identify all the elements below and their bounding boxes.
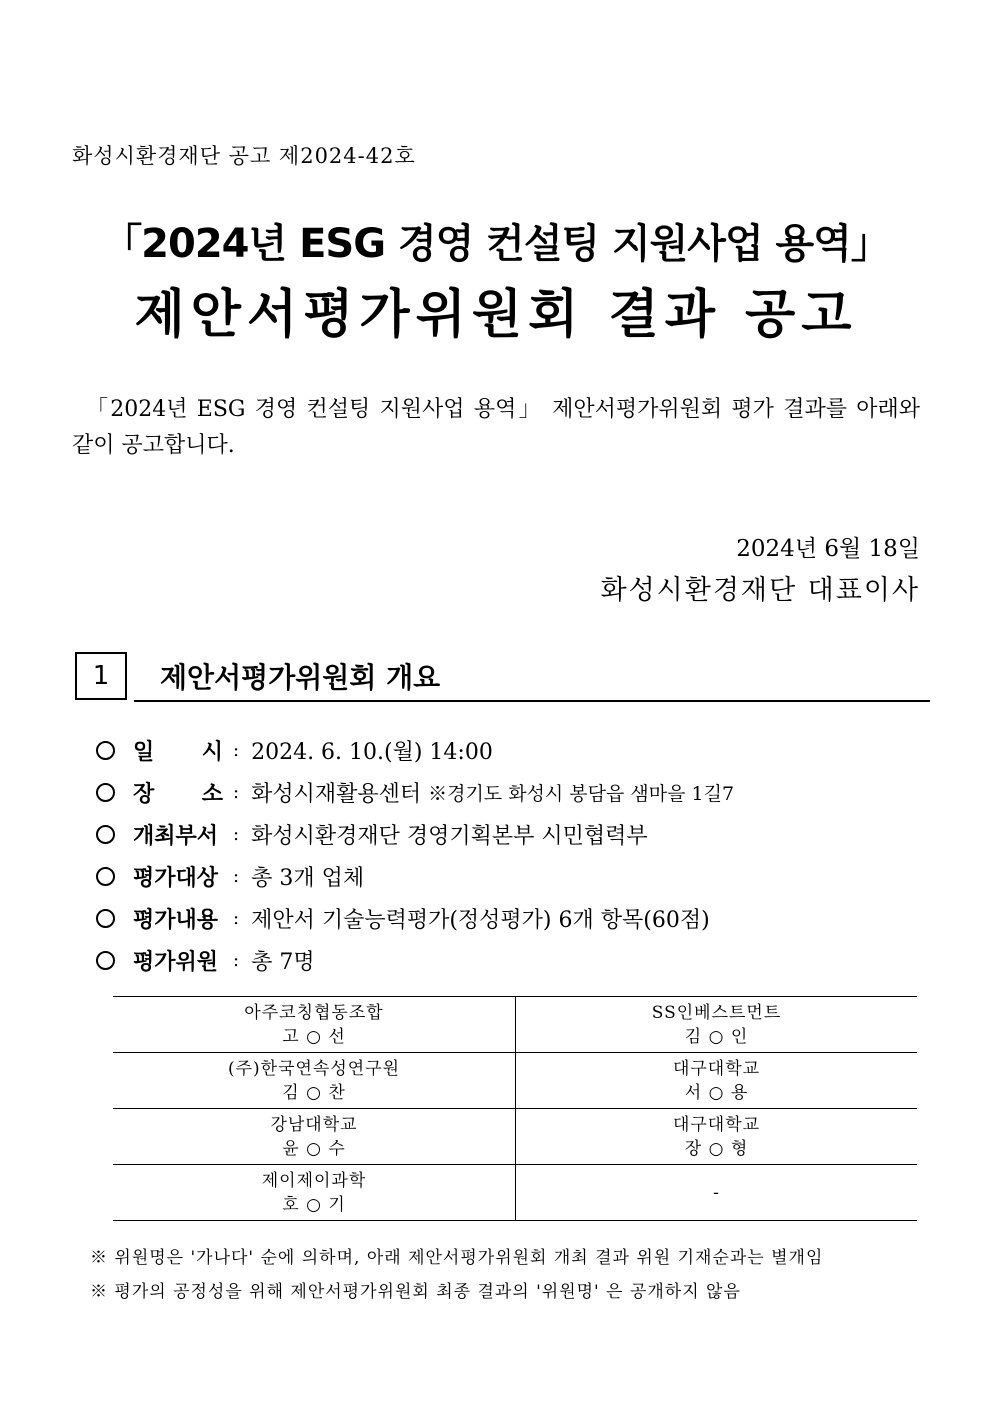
circle-bullet-icon bbox=[96, 951, 115, 970]
evaluator-table bbox=[113, 996, 917, 1221]
member-org: SS인베스트먼트 bbox=[651, 1002, 782, 1023]
info-value: 총 3개 업체 bbox=[251, 865, 365, 891]
table-cell bbox=[516, 1165, 918, 1221]
info-row-datetime bbox=[92, 732, 493, 768]
info-row-targets bbox=[92, 858, 364, 894]
info-row-department bbox=[92, 816, 648, 852]
info-label: 개최부서 bbox=[133, 823, 219, 849]
issuer: 화성시환경재단 대표이사 bbox=[600, 575, 920, 606]
section-number-box: 1 bbox=[75, 652, 127, 700]
table-row bbox=[113, 997, 917, 1053]
section-title: 제안서평가위원회 개요 bbox=[160, 661, 441, 694]
info-label: 평가위원 bbox=[133, 949, 219, 975]
table-cell bbox=[113, 1053, 516, 1109]
member-name: 고 ○ 선 bbox=[282, 1026, 346, 1047]
table-cell bbox=[113, 1109, 516, 1165]
circle-bullet-icon bbox=[96, 909, 115, 928]
table-row bbox=[113, 1165, 917, 1221]
section-underline bbox=[134, 700, 930, 702]
address-note: ※경기도 화성시 봉담읍 샘마을 1길7 bbox=[428, 782, 735, 805]
table-cell bbox=[516, 1053, 918, 1109]
info-label: 평가내용 bbox=[133, 907, 219, 933]
notice-date: 2024년 6월 18일 bbox=[736, 536, 920, 562]
table-cell bbox=[516, 1109, 918, 1165]
info-label: 일 시 bbox=[133, 739, 223, 765]
member-org: 대구대학교 bbox=[672, 1058, 761, 1079]
info-label: 평가대상 bbox=[133, 865, 219, 891]
info-row-location bbox=[92, 774, 734, 810]
info-row-content bbox=[92, 900, 710, 936]
circle-bullet-icon bbox=[96, 867, 115, 886]
member-name: 호 ○ 기 bbox=[282, 1194, 346, 1215]
info-value: 화성시환경재단 경영기획본부 시민협력부 bbox=[251, 823, 648, 849]
member-org: - bbox=[713, 1182, 720, 1203]
notice-number: 화성시환경재단 공고 제2024-42호 bbox=[72, 144, 416, 168]
circle-bullet-icon bbox=[96, 825, 115, 844]
member-org: (주)한국연속성연구원 bbox=[227, 1058, 401, 1079]
table-cell bbox=[113, 1165, 516, 1221]
document-title-line2: 제안서평가위원회 결과 공고 bbox=[134, 285, 858, 345]
info-colon: : bbox=[233, 865, 240, 887]
table-row bbox=[113, 1053, 917, 1109]
table-row bbox=[113, 1109, 917, 1165]
footnote: ※ 위원명은 '가나다' 순에 의하며, 아래 제안서평가위원회 개최 결과 위원 기재순과는 별개임 bbox=[90, 1248, 824, 1268]
info-row-evaluators bbox=[92, 942, 315, 978]
member-org: 아주코칭협동조합 bbox=[244, 1002, 384, 1023]
info-colon: : bbox=[233, 823, 240, 845]
circle-bullet-icon bbox=[96, 783, 115, 802]
info-value: 화성시재활용센터 bbox=[251, 781, 429, 807]
member-name: 서 ○ 용 bbox=[684, 1082, 749, 1103]
info-colon: : bbox=[233, 739, 240, 761]
footnote: ※ 평가의 공정성을 위해 제안서평가위원회 최종 결과의 '위원명' 은 공개하지 않음 bbox=[90, 1282, 741, 1302]
member-org: 제이제이과학 bbox=[261, 1170, 367, 1191]
document-title-line1: 「2024년 ESG 경영 컨설팅 지원사업 용역」 bbox=[102, 221, 890, 267]
member-org: 대구대학교 bbox=[672, 1114, 761, 1135]
table-cell bbox=[516, 997, 918, 1053]
table-cell bbox=[113, 997, 516, 1053]
info-label: 장 소 bbox=[133, 781, 223, 807]
info-colon: : bbox=[233, 781, 240, 803]
member-name: 장 ○ 형 bbox=[684, 1138, 749, 1159]
member-org: 강남대학교 bbox=[270, 1114, 358, 1135]
info-value: 총 7명 bbox=[251, 949, 315, 975]
info-value: 제안서 기술능력평가(정성평가) 6개 항목(60점) bbox=[251, 907, 710, 933]
intro-paragraph: 「2024년 ESG 경영 컨설팅 지원사업 용역」 제안서평가위원회 평가 결과를 아래와 같이 공고합니다. bbox=[72, 397, 920, 458]
member-name: 김 ○ 인 bbox=[684, 1026, 749, 1047]
member-name: 윤 ○ 수 bbox=[282, 1138, 346, 1159]
circle-bullet-icon bbox=[96, 741, 115, 760]
info-colon: : bbox=[233, 907, 240, 929]
info-value: 2024. 6. 10.(월) 14:00 bbox=[251, 739, 493, 765]
info-colon: : bbox=[233, 949, 240, 971]
member-name: 김 ○ 찬 bbox=[282, 1082, 346, 1103]
